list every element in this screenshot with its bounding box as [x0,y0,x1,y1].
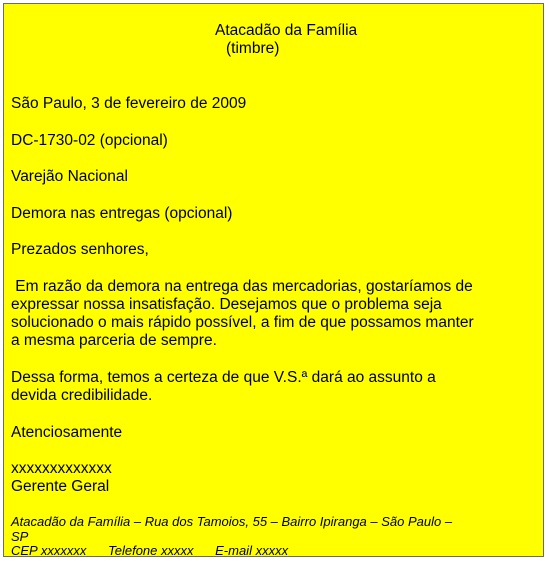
body-line: devida credibilidade. [11,387,153,404]
footer-address-line: Atacadão da Família – Rua dos Tamoios, 55 – Bairro Ipiranga – São Paulo – [11,514,453,529]
body-line: Em razão da demora na entrega das mercadorias, gostaríamos de [11,278,473,295]
reference-code: DC-1730-02 (opcional) [11,132,168,149]
footer-address-line: SP [11,528,29,544]
footer-phone: Telefone xxxxx [107,543,194,558]
footer-cep: CEP xxxxxxx [11,543,87,558]
body-line: solucionado o mais rápido possível, a fim de que possamos manter [11,314,474,331]
place-date: São Paulo, 3 de fevereiro de 2009 [11,95,247,112]
body-line: a mesma parceria de sempre. [11,332,217,349]
signature-title: Gerente Geral [11,478,110,495]
signature-name: xxxxxxxxxxxxx [11,460,112,477]
salutation: Prezados senhores, [11,241,149,258]
body-line: Dessa forma, temos a certeza de que V.S.ª dará ao assunto a [11,369,436,386]
closing: Atenciosamente [11,424,123,441]
body-paragraph-2 [11,369,541,405]
recipient: Varejão Nacional [11,168,128,185]
body-paragraph-1 [11,278,541,350]
footer-email: E-mail xxxxx [215,543,289,558]
body-line: expressar nossa insatisfação. Desejamos que o problema seja [11,296,442,313]
subject: Demora nas entregas (opcional) [11,205,233,222]
footer-contact [11,544,541,559]
footer [11,515,541,559]
letterhead-company: Atacadão da Família [215,22,358,39]
letter-page [3,3,544,557]
letterhead-note: (timbre) [226,40,280,57]
